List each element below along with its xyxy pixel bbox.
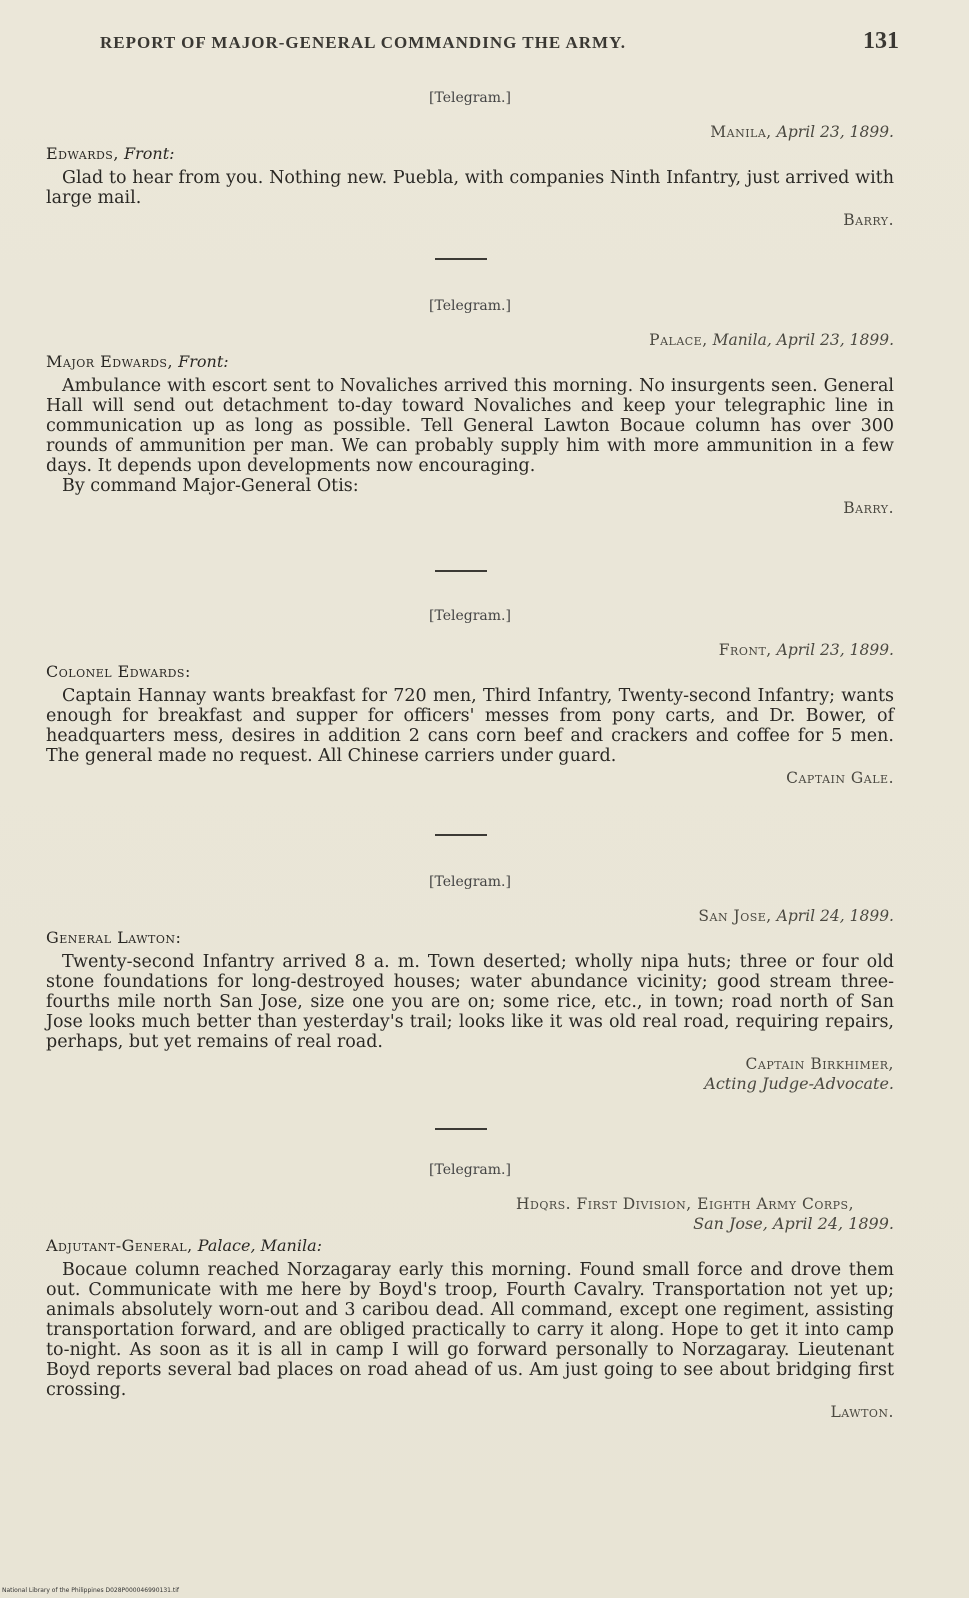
telegram-body: Twenty-second Infantry arrived 8 a. m. Town deserted; wholly nipa huts; three or four old stone foundations for long-destroyed houses; water abundance vicinity; good stream three-fourths mile north San Jose, size one you are on; some rice, etc., in town; road north of San Jose looks much better than yesterday's trail; looks like it was old real road, requiring repairs, perhaps, but yet remains of real road.	[46, 952, 894, 1052]
telegram-date	[46, 330, 894, 350]
section-divider	[435, 834, 487, 836]
addressee-name: Major Edwards,	[46, 352, 174, 371]
date-place: Palace,	[649, 331, 708, 349]
telegram-date	[46, 640, 894, 660]
telegram-tag: [Telegram.]	[429, 1162, 511, 1178]
telegram-body: Captain Hannay wants breakfast for 720 men, Third Infantry, Twenty-second Infantry; wants enough for breakfast and supper for officers' messes from pony carts, and Dr. Bower, of headquarters mess, desires in addition 2 cans corn beef and crackers and coffee for 5 men. The general made no request. All Chinese carriers under guard.	[46, 686, 894, 766]
addressee-location: Front:	[124, 144, 175, 163]
telegram-date	[46, 906, 894, 926]
date-place: San Jose,	[698, 907, 772, 925]
date-place: Front,	[718, 641, 772, 659]
scan-footer: National Library of the Philippines D028P000046990131.tif	[2, 1587, 180, 1594]
telegram-tag: [Telegram.]	[429, 90, 511, 106]
date-text: April 24, 1899.	[776, 907, 894, 925]
telegram-tag: [Telegram.]	[429, 608, 511, 624]
telegram-2	[46, 296, 894, 518]
telegram-command-line: By command Major-General Otis:	[62, 476, 359, 496]
telegram-1	[46, 88, 894, 230]
running-header	[100, 28, 899, 54]
section-divider	[435, 1128, 487, 1130]
signature: Barry.	[843, 211, 894, 229]
date-text: April 23, 1899.	[776, 123, 894, 141]
date-text: April 23, 1899.	[776, 641, 894, 659]
page-number: 131	[863, 28, 899, 54]
signature: Captain Gale.	[786, 769, 894, 787]
date-place: Hdqrs. First Division, Eighth Army Corps,	[516, 1195, 854, 1213]
signature-title: Acting Judge-Advocate.	[704, 1074, 894, 1093]
date-text: Manila, April 23, 1899.	[712, 331, 894, 349]
telegram-5	[46, 1160, 894, 1422]
addressee	[46, 662, 894, 682]
date-place: Manila,	[710, 123, 772, 141]
section-divider	[435, 258, 487, 260]
addressee	[46, 144, 894, 164]
telegram-date	[46, 122, 894, 142]
addressee	[46, 928, 894, 948]
telegram-tag: [Telegram.]	[429, 298, 511, 314]
addressee-name: Adjutant-General,	[46, 1236, 193, 1255]
section-divider	[435, 570, 487, 572]
telegram-date-place	[46, 1194, 854, 1214]
telegram-body: Glad to hear from you. Nothing new. Puebla, with companies Ninth Infantry, just arrived with large mail.	[46, 168, 894, 208]
addressee-name: General Lawton:	[46, 928, 182, 947]
addressee	[46, 352, 894, 372]
telegram-body: Bocaue column reached Norzagaray early this morning. Found small force and drove them out. Communicate with me here by Boyd's troop, Fourth Cavalry. Transportation not yet up; animals absolutely worn-out and 3 caribou dead. All command, except one regiment, assisting transportation forward, and are obliged practically to carry it along. Hope to get it into camp to-night. As soon as it is all in camp I will go forward personally to Norzagaray. Lieutenant Boyd reports several bad places on road ahead of us. Am just going to see about bridging first crossing.	[46, 1260, 894, 1400]
telegram-body: Ambulance with escort sent to Novaliches arrived this morning. No insurgents seen. General Hall will send out detachment to-day toward Novaliches and keep your telegraphic line in communication up as long as possible. Tell General Lawton Bocaue column has over 300 rounds of ammunition per man. We can probably supply him with more ammunition in a few days. It depends upon developments now encouraging.	[46, 376, 894, 476]
telegram-tag: [Telegram.]	[429, 874, 511, 890]
addressee-name: Edwards,	[46, 144, 119, 163]
header-title: REPORT OF MAJOR-GENERAL COMMANDING THE ARMY.	[100, 33, 627, 52]
telegram-date	[46, 1214, 894, 1234]
addressee-location: Palace, Manila:	[197, 1236, 323, 1255]
addressee-location: Front:	[178, 352, 229, 371]
telegram-3	[46, 606, 894, 788]
signature: Captain Birkhimer,	[745, 1055, 894, 1073]
signature: Barry.	[843, 499, 894, 517]
date-text: San Jose, April 24, 1899.	[693, 1214, 894, 1233]
telegram-4	[46, 872, 894, 1094]
signature: Lawton.	[830, 1403, 894, 1421]
addressee-name: Colonel Edwards:	[46, 662, 191, 681]
addressee	[46, 1236, 894, 1256]
